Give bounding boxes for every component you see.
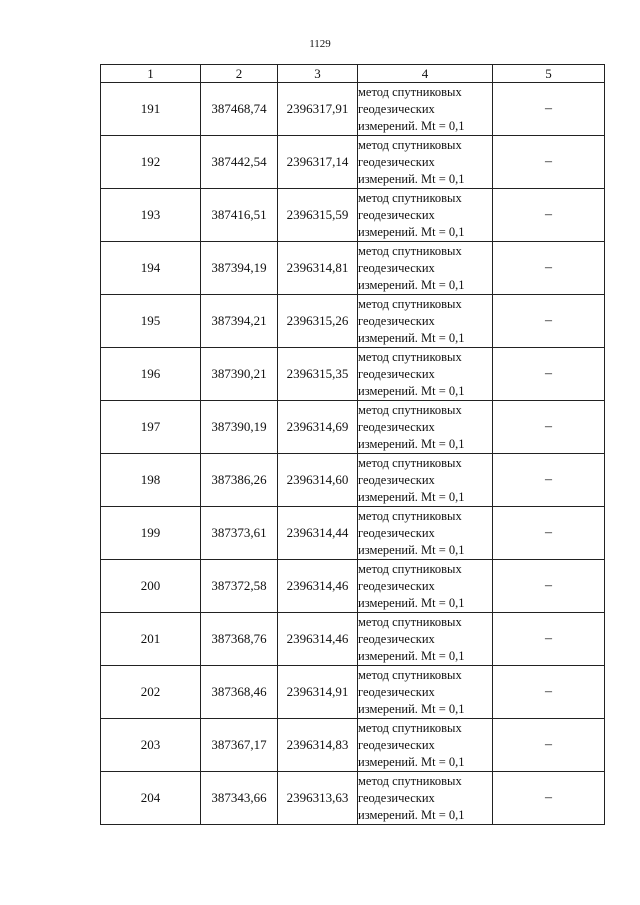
table-row (101, 772, 605, 825)
method-text-line: измерений. Mt = 0,1 (358, 383, 465, 398)
note-cell: – (493, 189, 605, 242)
method-text-line: измерений. Mt = 0,1 (358, 224, 465, 239)
method-cell (358, 666, 493, 719)
x-coordinate-cell: 387367,17 (201, 719, 278, 772)
method-text-line: измерений. Mt = 0,1 (358, 595, 465, 610)
note-cell: – (493, 242, 605, 295)
table-row (101, 560, 605, 613)
note-cell: – (493, 613, 605, 666)
method-text-line: метод спутниковых (358, 296, 462, 311)
note-cell: – (493, 507, 605, 560)
method-text-line: метод спутниковых (358, 455, 462, 470)
y-coordinate-cell: 2396315,26 (278, 295, 358, 348)
page-number: 1129 (309, 38, 331, 50)
point-number-cell: 204 (101, 772, 201, 825)
method-text-line: измерений. Mt = 0,1 (358, 436, 465, 451)
table-row (101, 83, 605, 136)
y-coordinate-cell: 2396313,63 (278, 772, 358, 825)
column-header-5: 5 (493, 65, 605, 83)
method-cell (358, 772, 493, 825)
table-row (101, 507, 605, 560)
method-text-line: измерений. Mt = 0,1 (358, 701, 465, 716)
x-coordinate-cell: 387416,51 (201, 189, 278, 242)
note-cell: – (493, 719, 605, 772)
point-number-cell: 203 (101, 719, 201, 772)
table-row (101, 295, 605, 348)
method-text-line: измерений. Mt = 0,1 (358, 754, 465, 769)
method-text-line: измерений. Mt = 0,1 (358, 648, 465, 663)
table-row (101, 242, 605, 295)
method-text-line: метод спутниковых (358, 720, 462, 735)
y-coordinate-cell: 2396317,91 (278, 83, 358, 136)
method-cell (358, 189, 493, 242)
method-text-line: метод спутниковых (358, 243, 462, 258)
method-text-line: метод спутниковых (358, 508, 462, 523)
x-coordinate-cell: 387368,76 (201, 613, 278, 666)
column-header-1: 1 (101, 65, 201, 83)
method-text-line: геодезических (358, 525, 435, 540)
note-cell: – (493, 560, 605, 613)
method-text-line: измерений. Mt = 0,1 (358, 171, 465, 186)
table-header-row (101, 65, 605, 83)
x-coordinate-cell: 387442,54 (201, 136, 278, 189)
x-coordinate-cell: 387390,19 (201, 401, 278, 454)
table-row (101, 719, 605, 772)
method-cell (358, 242, 493, 295)
method-text-line: геодезических (358, 419, 435, 434)
y-coordinate-cell: 2396314,69 (278, 401, 358, 454)
x-coordinate-cell: 387368,46 (201, 666, 278, 719)
method-cell (358, 454, 493, 507)
method-text-line: геодезических (358, 260, 435, 275)
y-coordinate-cell: 2396314,46 (278, 560, 358, 613)
y-coordinate-cell: 2396314,44 (278, 507, 358, 560)
y-coordinate-cell: 2396314,60 (278, 454, 358, 507)
method-text-line: геодезических (358, 154, 435, 169)
method-cell (358, 295, 493, 348)
method-text-line: измерений. Mt = 0,1 (358, 118, 465, 133)
method-text-line: геодезических (358, 631, 435, 646)
method-text-line: метод спутниковых (358, 137, 462, 152)
table-row (101, 454, 605, 507)
table-row (101, 401, 605, 454)
y-coordinate-cell: 2396314,91 (278, 666, 358, 719)
method-cell (358, 136, 493, 189)
method-text-line: метод спутниковых (358, 349, 462, 364)
method-text-line: метод спутниковых (358, 402, 462, 417)
y-coordinate-cell: 2396314,81 (278, 242, 358, 295)
y-coordinate-cell: 2396315,59 (278, 189, 358, 242)
column-header-4: 4 (358, 65, 493, 83)
method-text-line: геодезических (358, 207, 435, 222)
method-text-line: геодезических (358, 313, 435, 328)
method-cell (358, 401, 493, 454)
x-coordinate-cell: 387394,21 (201, 295, 278, 348)
method-text-line: геодезических (358, 472, 435, 487)
method-text-line: метод спутниковых (358, 667, 462, 682)
method-text-line: измерений. Mt = 0,1 (358, 277, 465, 292)
x-coordinate-cell: 387343,66 (201, 772, 278, 825)
coordinates-table (100, 64, 605, 825)
point-number-cell: 194 (101, 242, 201, 295)
note-cell: – (493, 136, 605, 189)
column-header-2: 2 (201, 65, 278, 83)
table-row (101, 613, 605, 666)
method-cell (358, 348, 493, 401)
x-coordinate-cell: 387394,19 (201, 242, 278, 295)
method-text-line: измерений. Mt = 0,1 (358, 489, 465, 504)
method-cell (358, 719, 493, 772)
method-text-line: геодезических (358, 684, 435, 699)
method-text-line: метод спутниковых (358, 773, 462, 788)
method-text-line: геодезических (358, 790, 435, 805)
method-text-line: геодезических (358, 578, 435, 593)
method-text-line: измерений. Mt = 0,1 (358, 807, 465, 822)
point-number-cell: 192 (101, 136, 201, 189)
point-number-cell: 196 (101, 348, 201, 401)
table-row (101, 666, 605, 719)
note-cell: – (493, 666, 605, 719)
point-number-cell: 199 (101, 507, 201, 560)
x-coordinate-cell: 387468,74 (201, 83, 278, 136)
note-cell: – (493, 772, 605, 825)
point-number-cell: 201 (101, 613, 201, 666)
point-number-cell: 200 (101, 560, 201, 613)
table-row (101, 136, 605, 189)
method-text-line: геодезических (358, 101, 435, 116)
method-text-line: измерений. Mt = 0,1 (358, 542, 465, 557)
note-cell: – (493, 454, 605, 507)
point-number-cell: 195 (101, 295, 201, 348)
point-number-cell: 202 (101, 666, 201, 719)
x-coordinate-cell: 387386,26 (201, 454, 278, 507)
method-cell (358, 560, 493, 613)
x-coordinate-cell: 387372,58 (201, 560, 278, 613)
method-text-line: геодезических (358, 737, 435, 752)
method-text-line: метод спутниковых (358, 614, 462, 629)
point-number-cell: 193 (101, 189, 201, 242)
y-coordinate-cell: 2396317,14 (278, 136, 358, 189)
method-cell (358, 83, 493, 136)
point-number-cell: 191 (101, 83, 201, 136)
table-row (101, 348, 605, 401)
method-cell (358, 507, 493, 560)
method-text-line: измерений. Mt = 0,1 (358, 330, 465, 345)
point-number-cell: 197 (101, 401, 201, 454)
note-cell: – (493, 348, 605, 401)
table-row (101, 189, 605, 242)
note-cell: – (493, 295, 605, 348)
method-text-line: метод спутниковых (358, 84, 462, 99)
method-cell (358, 613, 493, 666)
column-header-3: 3 (278, 65, 358, 83)
y-coordinate-cell: 2396314,83 (278, 719, 358, 772)
x-coordinate-cell: 387373,61 (201, 507, 278, 560)
note-cell: – (493, 83, 605, 136)
method-text-line: геодезических (358, 366, 435, 381)
y-coordinate-cell: 2396315,35 (278, 348, 358, 401)
x-coordinate-cell: 387390,21 (201, 348, 278, 401)
point-number-cell: 198 (101, 454, 201, 507)
method-text-line: метод спутниковых (358, 561, 462, 576)
y-coordinate-cell: 2396314,46 (278, 613, 358, 666)
note-cell: – (493, 401, 605, 454)
table-body (101, 83, 605, 825)
method-text-line: метод спутниковых (358, 190, 462, 205)
